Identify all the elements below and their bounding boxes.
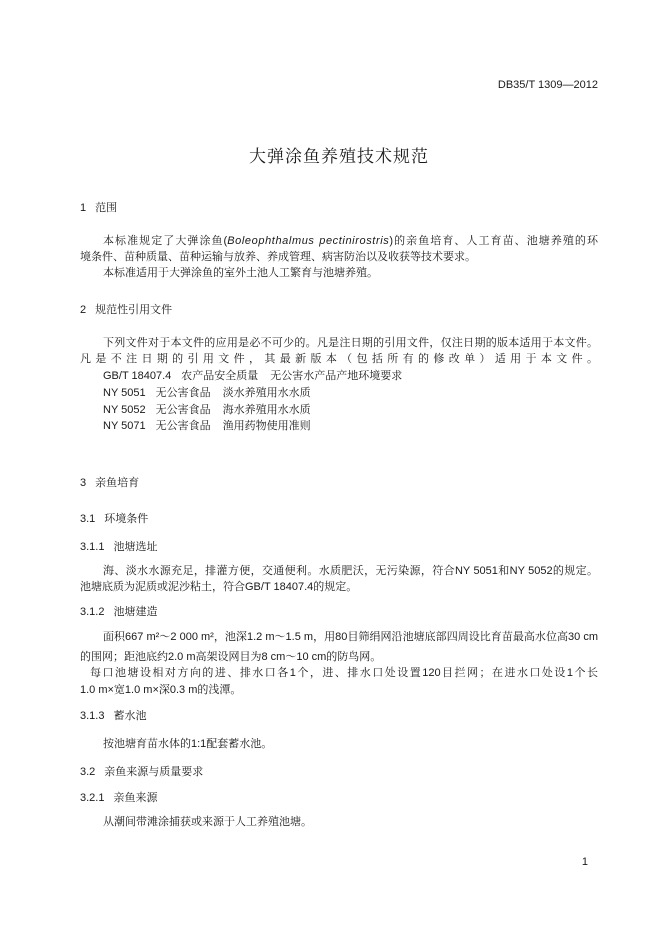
- reference-code: NY 5052: [103, 404, 146, 416]
- document-code: DB35/T 1309—2012: [497, 79, 598, 91]
- reference-code: NY 5071: [103, 420, 146, 432]
- reference-item: [103, 385, 311, 401]
- subsection-number: 3.2: [80, 766, 96, 778]
- section-number: 2: [80, 304, 87, 316]
- subsection-3-1-2-heading: [80, 604, 157, 620]
- subsection-3-1-1-heading: [80, 539, 157, 555]
- reference-title: 渔用药物使用准则: [222, 420, 311, 432]
- reference-item: [103, 418, 311, 434]
- pond-inlet-paragraph-line: 1.0 m×宽1.0 m×深0.3 m的浅潭。: [80, 684, 242, 696]
- document-title: 大弹涂鱼养殖技术规范: [249, 147, 429, 166]
- subsection-number: 3.2.1: [80, 792, 105, 804]
- subsection-title: 池塘建造: [113, 606, 158, 618]
- subsection-title: 亲鱼来源与质量要求: [104, 766, 204, 778]
- pond-construction-paragraph-line: 面积667 m²～2 000 m²，池深1.2 m～1.5 m，用80目筛绢网沿池塘底部四周设比育苗最高水位高30 cm: [103, 631, 598, 643]
- section-title: 亲鱼培育: [95, 477, 140, 489]
- section-number: 3: [80, 477, 87, 489]
- references-intro-line: 凡是不注日期的引用文件，其最新版本（包括所有的修改单）适用于本文件。: [80, 353, 598, 365]
- section-3-heading: [80, 475, 139, 491]
- subsection-title: 蓄水池: [113, 710, 147, 722]
- subsection-3-2-heading: [80, 764, 203, 780]
- subsection-title: 环境条件: [104, 513, 149, 525]
- page-number: 1: [581, 856, 588, 868]
- section-1-heading: [80, 200, 117, 216]
- reservoir-paragraph-line: 按池塘育苗水体的1:1配套蓄水池。: [103, 738, 273, 750]
- reference-title: 淡水养殖用水水质: [222, 387, 311, 399]
- broodstock-source-paragraph-line: 从潮间带滩涂捕获或来源于人工养殖池塘。: [103, 816, 312, 828]
- section-2-heading: [80, 302, 172, 318]
- scope-paragraph-line: [103, 233, 598, 249]
- references-intro-line: 下列文件对于本文件的应用是必不可少的。凡是注日期的引用文件，仅注日期的版本适用于本文件。: [103, 337, 598, 349]
- reference-category: 无公害食品: [155, 404, 211, 416]
- subsection-3-2-1-heading: [80, 790, 157, 806]
- pond-site-paragraph-line: 海、淡水水源充足，排灌方便，交通便利。水质肥沃，无污染源，符合NY 5051和NY 5052的规定。: [103, 565, 598, 577]
- section-title: 规范性引用文件: [95, 304, 173, 316]
- reference-title: 无公害水产品产地环境要求: [270, 370, 403, 382]
- section-title: 范围: [95, 202, 118, 214]
- subsection-number: 3.1.1: [80, 541, 105, 553]
- pond-site-paragraph-line: 池塘底质为泥质或泥沙粘土，符合GB/T 18407.4的规定。: [80, 581, 358, 593]
- subsection-3-1-3-heading: [80, 708, 146, 724]
- subsection-number: 3.1: [80, 513, 96, 525]
- reference-item: [103, 368, 402, 384]
- reference-category: 无公害食品: [155, 387, 211, 399]
- subsection-title: 池塘选址: [113, 541, 158, 553]
- pond-construction-paragraph-line: 的围网；距池底约2.0 m高架设网目为8 cm～10 cm的防鸟网。: [80, 651, 382, 663]
- pond-inlet-paragraph-line: 每口池塘设相对方向的进、排水口各1个，进、排水口处设置120目拦网；在进水口处设1个长: [90, 667, 598, 679]
- reference-category: 农产品安全质量: [181, 370, 259, 382]
- subsection-3-1-heading: [80, 511, 148, 527]
- reference-code: GB/T 18407.4: [103, 370, 172, 382]
- subsection-number: 3.1.2: [80, 606, 105, 618]
- reference-title: 海水养殖用水水质: [222, 404, 311, 416]
- scope-text: 本标准规定了大弹涂鱼(: [103, 235, 228, 247]
- subsection-title: 亲鱼来源: [113, 792, 158, 804]
- reference-code: NY 5051: [103, 387, 146, 399]
- section-number: 1: [80, 202, 87, 214]
- scope-paragraph-line: 境条件、苗种质量、苗种运输与放养、养成管理、病害防治以及收获等技术要求。: [80, 251, 476, 263]
- reference-category: 无公害食品: [155, 420, 211, 432]
- subsection-number: 3.1.3: [80, 710, 105, 722]
- scope-applicability-line: 本标准适用于大弹涂鱼的室外土池人工繁育与池塘养殖。: [103, 267, 378, 279]
- species-latin-name: Boleophthalmus pectinirostris: [227, 235, 390, 247]
- reference-item: [103, 402, 311, 418]
- scope-text: )的亲鱼培育、人工育苗、池塘养殖的环: [389, 235, 598, 247]
